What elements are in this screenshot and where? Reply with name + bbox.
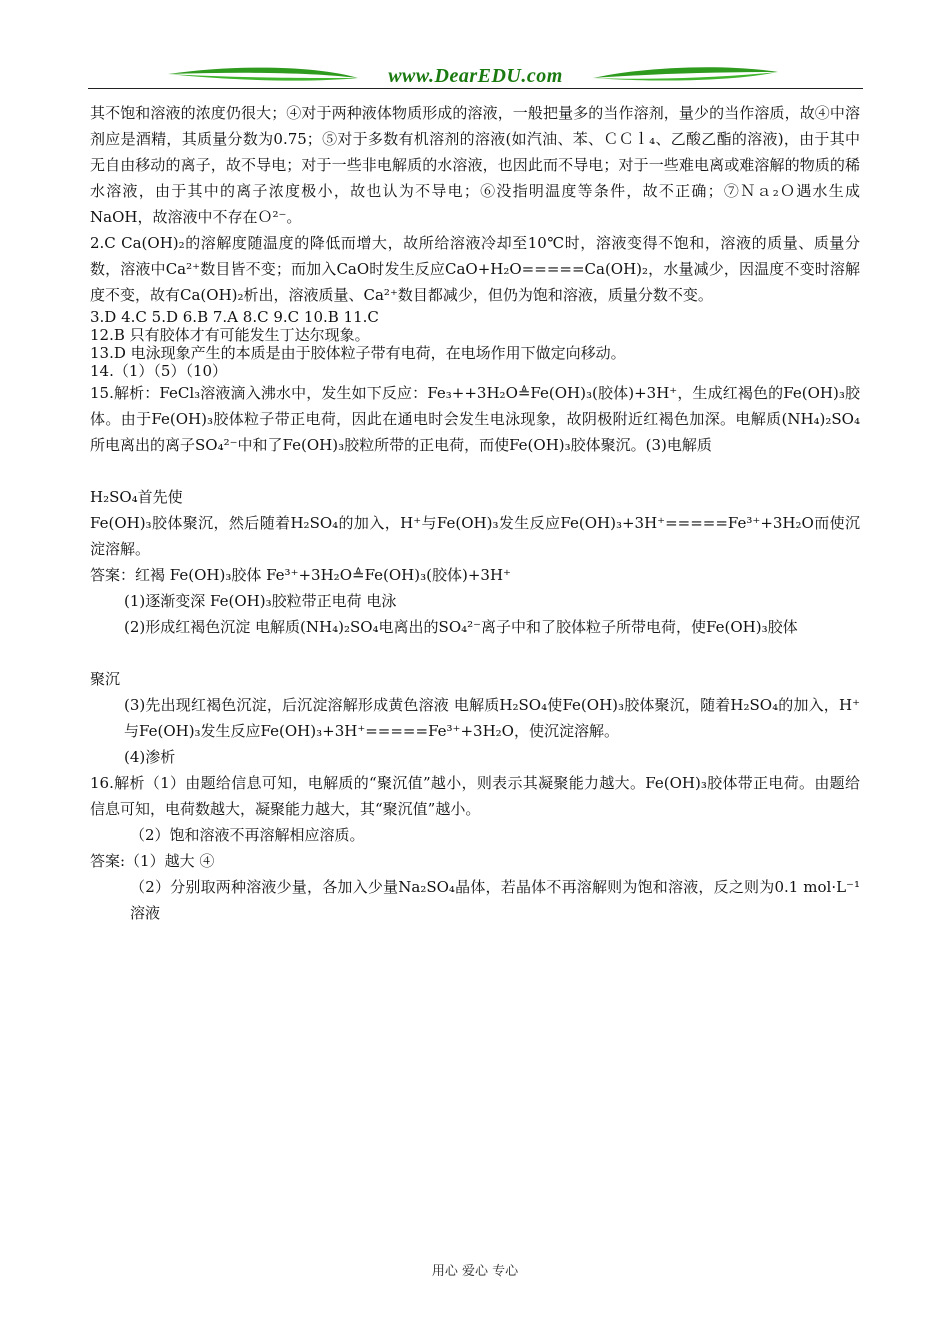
- paragraph: H₂SO₄首先使: [90, 488, 183, 506]
- paragraph: 12.B 只有胶体才有可能发生丁达尔现象。: [90, 326, 370, 344]
- paragraph: Fe(OH)₃胶体聚沉，然后随着H₂SO₄的加入，H⁺与Fe(OH)₃发生反应Fe(OH)₃+3H⁺=====Fe³⁺+3H₂O而使沉淀溶解。: [90, 514, 860, 558]
- paragraph: (2)形成红褐色沉淀 电解质(NH₄)₂SO₄电离出的SO₄²⁻离子中和了胶体粒子所带电荷，使Fe(OH)₃胶体: [124, 618, 798, 636]
- paragraph: 2.C Ca(OH)₂的溶解度随温度的降低而增大，故所给溶液冷却至10℃时，溶液变得不饱和，溶液的质量、质量分数，溶液中Ca²⁺数目皆不变；而加入CaO时发生反应CaO+H₂O=====Ca(OH)₂，水量减少，因温度不变时溶解度不变，故有Ca(OH)₂析出，溶液质量、Ca²⁺数目都减少，但仍为饱和溶液，质量分数不变。: [90, 234, 860, 304]
- paragraph: 答案:（1）越大 ④: [90, 852, 215, 870]
- site-logo: www.DearEDU.com: [388, 65, 563, 87]
- paragraph: 16.解析（1）由题给信息可知，电解质的“聚沉值”越小，则表示其凝聚能力越大。Fe(OH)₃胶体带正电荷。由题给信息可知，电荷数越大，凝聚能力越大，其“聚沉值”越小。: [90, 774, 860, 818]
- paragraph: (4)渗析: [124, 748, 176, 766]
- paragraph: （2）饱和溶液不再溶解相应溶质。: [130, 826, 365, 844]
- header-rule: [88, 88, 863, 89]
- paragraph: 其不饱和溶液的浓度仍很大；④对于两种液体物质形成的溶液，一般把量多的当作溶剂，量少的当作溶质，故④中溶剂应是酒精，其质量分数为0.75；⑤对于多数有机溶剂的溶液(如汽油、苯、ＣＣｌ₄、乙酸乙酯的溶液)，由于其中无自由移动的离子，故不导电；对于一些非电解质的水溶液，也因此而不导电；对于一些难电离或难溶解的物质的稀水溶液，由于其中的离子浓度极小，故也认为不导电；⑥没指明温度等条件，故不正确；⑦Ｎａ₂Ｏ遇水生成NaOH，故溶液中不存在Ｏ²⁻。: [90, 104, 860, 226]
- answer-body: [90, 100, 860, 926]
- paragraph: 15.解析：FeCl₃溶液滴入沸水中，发生如下反应：Fe₃++3H₂O≜Fe(OH)₃(胶体)+3H⁺，生成红褐色的Fe(OH)₃胶体。由于Fe(OH)₃胶体粒子带正电荷，因此在通电时会发生电泳现象，故阴极附近红褐色加深。电解质(NH₄)₂SO₄所电离出的离子SO₄²⁻中和了Fe(OH)₃胶粒所带的正电荷，而使Fe(OH)₃胶体聚沉。(3)电解质: [90, 384, 860, 454]
- paragraph: 14.（1）（5）（10）: [90, 362, 228, 380]
- paragraph: (3)先出现红褐色沉淀，后沉淀溶解形成黄色溶液 电解质H₂SO₄使Fe(OH)₃胶体聚沉，随着H₂SO₄的加入，H⁺与Fe(OH)₃发生反应Fe(OH)₃+3H⁺=====Fe³⁺+3H₂O，使沉淀溶解。: [124, 696, 860, 740]
- paragraph: 13.D 电泳现象产生的本质是由于胶体粒子带有电荷，在电场作用下做定向移动。: [90, 344, 626, 362]
- paragraph: 答案：红褐 Fe(OH)₃胶体 Fe³⁺+3H₂O≜Fe(OH)₃(胶体)+3H⁺: [90, 566, 511, 584]
- page-footer: 用心 爱心 专心: [431, 1264, 519, 1279]
- paragraph: （2）分别取两种溶液少量，各加入少量Na₂SO₄晶体，若晶体不再溶解则为饱和溶液，反之则为0.1 mol·L⁻¹溶液: [130, 878, 860, 922]
- paragraph: (1)逐渐变深 Fe(OH)₃胶粒带正电荷 电泳: [124, 592, 397, 610]
- paragraph: 聚沉: [90, 670, 121, 688]
- paragraph: 3.D 4.C 5.D 6.B 7.A 8.C 9.C 10.B 11.C: [90, 308, 379, 326]
